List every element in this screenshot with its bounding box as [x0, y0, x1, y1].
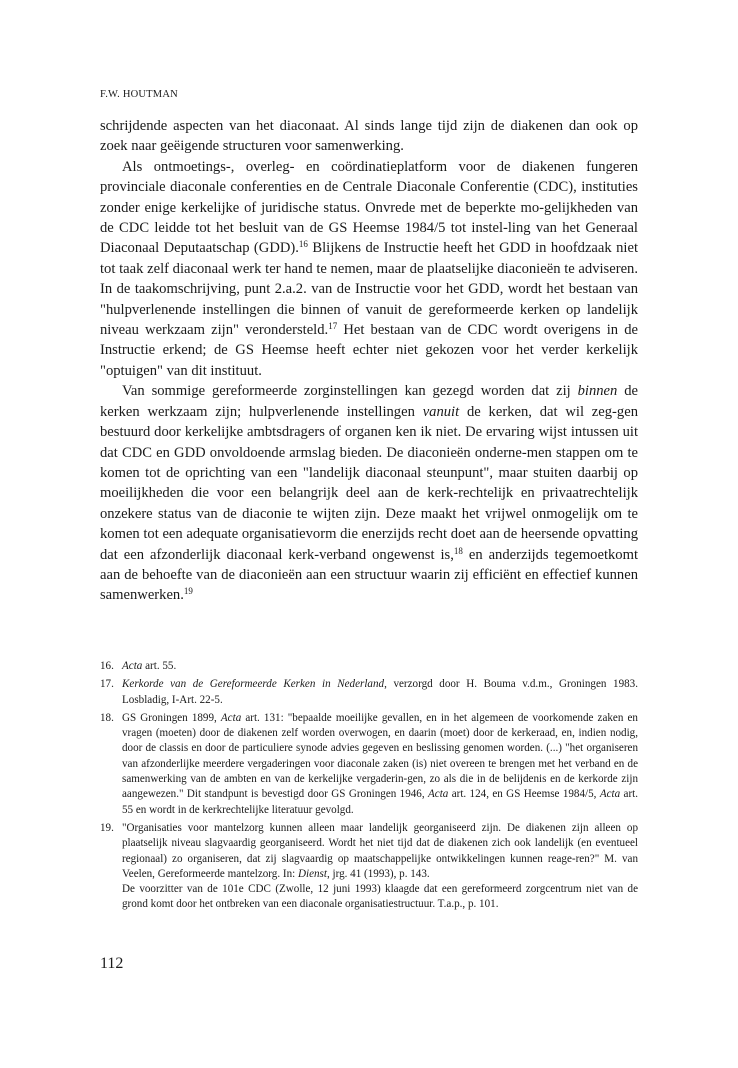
footnote-17-italic: Kerkorde van de Gereformeerde Kerken in Nederland: [122, 678, 385, 691]
paragraph-2: [100, 157, 638, 381]
paragraph-3-text-d: en anderzijds tegemoetkomt aan de behoefte van de diaconieën aan een structuur waarin zij efficiënt en effectief kunnen samenwerken.: [100, 546, 638, 604]
footnote-18-text-d: art. 55 en wordt in de kerkrechtelijke literatuur gevolgd.: [122, 788, 639, 816]
footnote-ref-17[interactable]: 17: [328, 321, 338, 332]
paragraph-2-text-c: Het bestaan van de CDC wordt overigens in de Instructie erkend; de GS Heemse heeft echter niet gekozen voor het verder kerkelijk "optuigen" van dit instituut.: [100, 322, 638, 379]
footnotes: [100, 659, 638, 913]
footnote-ref-16[interactable]: 16: [298, 239, 308, 250]
paragraph-2-text-b: Blijkens de Instructie heeft het GDD in hoofdzaak niet tot taak zelf diaconaal werk ter hand te nemen, maar de plaatselijke diaconieën te adviseren. In de taakomschrijving, punt 2.a.2. van de Instructie voor het GDD, wordt het bestaan van "hulpverlenende instellingen die binnen of vanuit de gereformeerde kerken op landelijk niveau werkzaam zijn" verondersteld.: [100, 240, 638, 339]
footnote-ref-19[interactable]: 19: [183, 586, 193, 597]
paragraph-1: [100, 116, 638, 157]
footnote-18-italic-c: Acta: [599, 788, 621, 801]
footnote-16-text: art. 55.: [142, 660, 177, 672]
paragraph-3-text-a: Van sommige gereformeerde zorginstellingen kan gezegd worden dat zij: [122, 383, 578, 400]
footnote-ref-18[interactable]: 18: [453, 545, 463, 556]
running-head: F.W. HOUTMAN: [100, 89, 178, 100]
footnote-17: [100, 677, 638, 708]
paragraph-3-italic-vanuit: vanuit: [422, 403, 460, 420]
document-page: [100, 0, 638, 1068]
footnote-number: 16.: [100, 660, 114, 672]
paragraph-3-text-b: de kerken werkzaam zijn; hulpverlenende instellingen: [100, 383, 638, 420]
footnote-19-text-c: De voorzitter van de 101e CDC (Zwolle, 12 juni 1993) klaagde dat een gereformeerd zorgcentrum niet van de grond komt door het ontbreken van een diaconale organisatiestructuur. T.a.p., p. 101.: [122, 883, 638, 911]
page-number: 112: [100, 955, 124, 972]
footnote-number: 19.: [100, 821, 114, 834]
footnote-17-text: , verzorgd door H. Bouma v.d.m., Groningen 1983. Losbladig, I-Art. 22-5.: [122, 678, 638, 706]
footnote-number: 18.: [100, 711, 114, 724]
paragraph-3-text-c: de kerken, dat wil zeg-gen bestuurd door kerkelijke ambtsdragers of organen ken ik niet. De ervaring wijst intussen uit dat CDC en GDD onvoldoende armslag bieden. De diaconieën onderne-men stappen om te komen tot de oprichting van een "landelijk diaconaal steunpunt", maar stuiten daarbij op moeilijkheden die voor een belangrijk deel aan de kerk-rechtelijk en privaatrechtelijk onzekere status van de diaconie te wijten zijn. Deze maakt het vrijwel onmogelijk om te komen tot een adequate organisatievorm die enerzijds recht doet aan de heersende opvatting dat een afzonderlijk diaconaal kerk-verband ongewenst is,: [100, 403, 638, 563]
body-text: [100, 116, 638, 606]
footnote-18-text-a: GS Groningen 1899,: [122, 711, 221, 724]
paragraph-2-text-a: Als ontmoetings-, overleg- en coördinatieplatform voor de diakenen fungeren provinciale diaconale conferenties en de Centrale Diaconale Conferentie (CDC), instituties zonder enige kerkelijke of juridische status. Onvrede met de beperkte mo-gelijkheden van de CDC leidde tot het besluit van de GS Heemse 1984/5 tot instel-ling van het Generaal Diaconaal Deputaatschap (GDD).: [100, 158, 638, 257]
footnote-19-text-a: "Organisaties voor mantelzorg kunnen alleen maar landelijk georganiseerd zijn. De diakenen zijn alleen op plaatselijk niveau slagvaardig georganiseerd. Wordt het niet tijd dat de diakenen zich ook landelijk (en eventueel regionaal) zo organiseren, dat zij slagvaardig op maatschappelijke ontwikkelingen kunnen reage-ren?" M. van Veelen, Gereformeerde mantelzorg. In:: [122, 821, 638, 880]
paragraph-3: [100, 381, 638, 605]
footnote-19-italic: Dienst: [297, 867, 327, 880]
footnote-18: [100, 711, 638, 818]
footnote-number: 17.: [100, 678, 114, 691]
footnote-16-italic: Acta: [122, 660, 143, 672]
paragraph-1-text: schrijdende aspecten van het diaconaat. Al sinds lange tijd zijn de diakenen dan ook op zoek naar geëigende structuren voor samenwerking.: [100, 118, 638, 155]
footnote-18-italic-b: Acta: [428, 788, 449, 801]
footnote-19: [100, 821, 638, 913]
footnote-19-text-b: , jrg. 41 (1993), p. 143.: [326, 867, 430, 880]
footnote-16: [100, 659, 638, 674]
footnote-18-italic-a: Acta: [220, 711, 242, 724]
paragraph-3-italic-binnen: binnen: [577, 383, 618, 400]
footnote-18-text-b: art. 131: "bepaalde moeilijke gevallen, en in het algemeen de voorkomende zaken en vragen (moeten) door de diakenen zelf worden overwogen, en daarin (moet) door de kerkeraad, en, indien nodig, door de classis en door de particuliere synode advies gegeven en beslissing genomen worden. (...) "het organiseren van afzonderlijke meerdere vergaderingen voor diaconale zaken (is) niet overeen te brengen met het verband en de samenwerking van de ambten en van de kerkelijke vergaderin-gen, zo als die in de belijdenis en de kerkorde zijn aangewezen." Dit standpunt is bevestigd door GS Groningen 1946,: [122, 711, 638, 801]
footnote-18-text-c: art. 124, en GS Heemse 1984/5,: [448, 788, 600, 801]
